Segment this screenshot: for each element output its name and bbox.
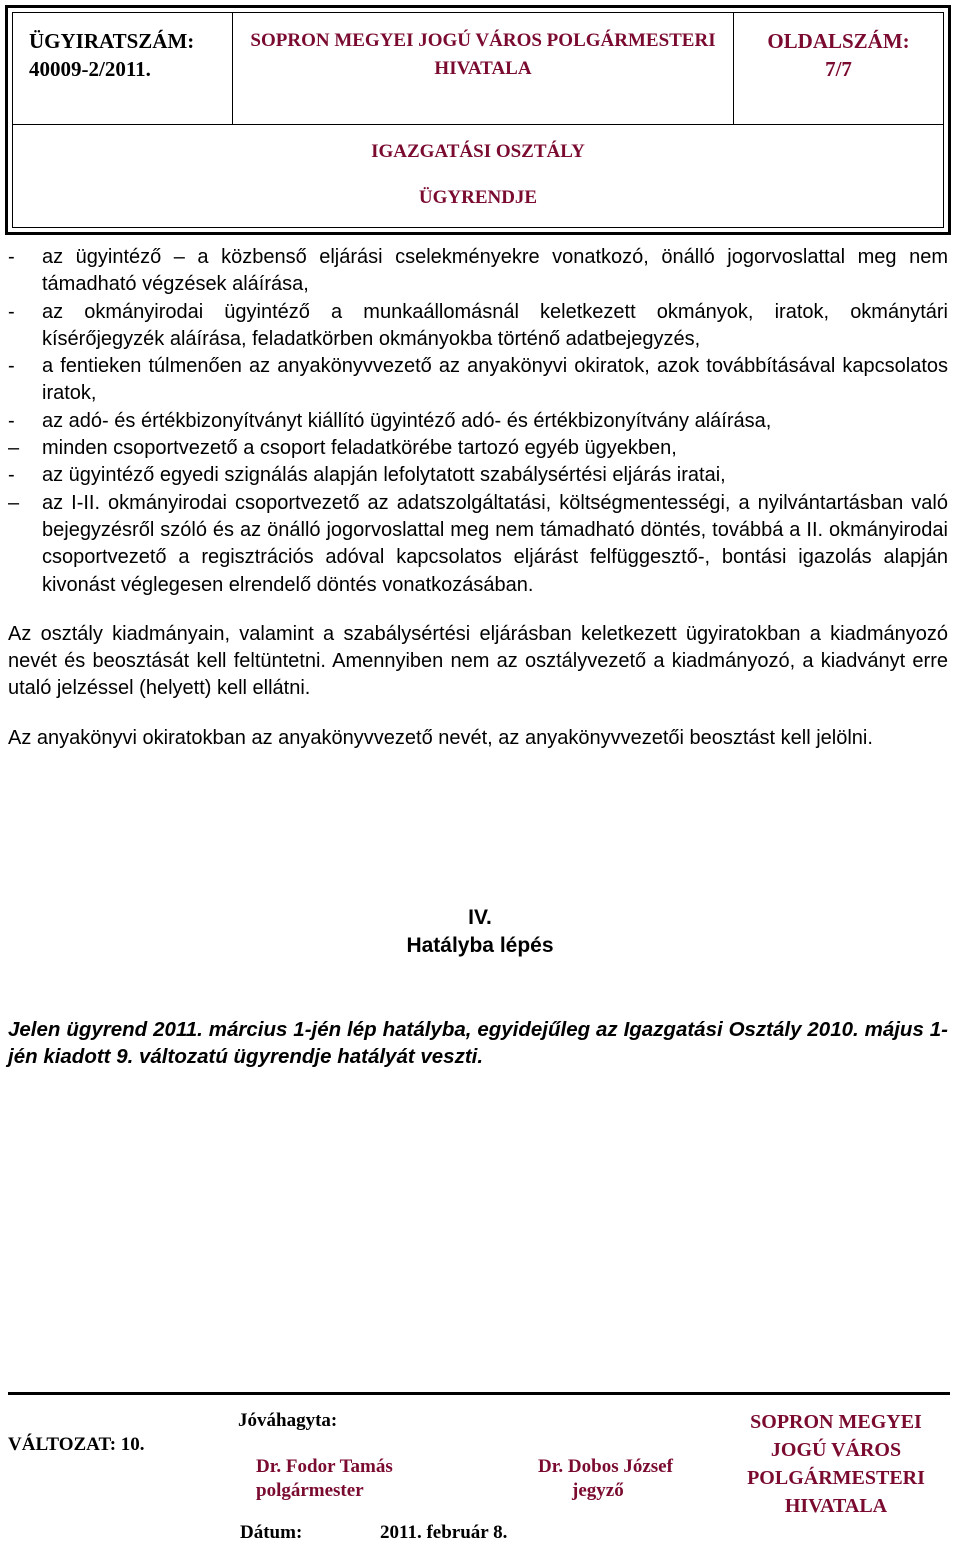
- case-number-label: ÜGYIRATSZÁM:: [29, 29, 195, 53]
- list-item-text: az adó- és értékbizonyítványt kiállító ügyintéző adó- és értékbizonyítvány aláírása,: [42, 409, 772, 432]
- paragraph-signature-rules: Az osztály kiadmányain, valamint a szabálysértési eljárásban keletkezett ügyiratokban a kiadmányozó nevét és beosztását kell feltüntetni. Amennyiben nem az osztályvezető a kiadmányozó, a kiadványt erre utaló jelzéssel (helyett) kell ellátni.: [8, 622, 948, 700]
- list-marker: –: [8, 437, 20, 460]
- list-item-text: az ügyintéző – a közbenső eljárási cselekményekre vonatkozó, önálló jogorvoslattal meg nem támadható végzések aláírása,: [42, 246, 948, 296]
- office-name-line1: SOPRON MEGYEI JOGÚ VÁROS POLGÁRMESTERI: [250, 30, 716, 51]
- list-item-text: a fentieken túlmenően az anyakönyvvezető az anyakönyvi okiratok, azok továbbításával kapcsolatos iratok,: [42, 355, 948, 405]
- signer2-title: jegyző: [572, 1480, 624, 1501]
- list-item-text: az I-II. okmányirodai csoportvezető az adatszolgáltatási, költségmentességi, a nyilvántartásban való bejegyzésről szóló és az önálló jogorvoslattal meg nem támadható döntés, továbbá a II. okmányirodai csoportvezető a regisztrációs adóval kapcsolatos eljárást felfüggesztő-, bontási igazolás alapján kivonást véglegesen elrendelő döntés vonatkozásában.: [42, 491, 948, 596]
- office-name-cell: [233, 13, 733, 125]
- case-number-cell: [13, 13, 233, 125]
- list-item: [8, 408, 948, 435]
- signer2-name: Dr. Dobos József: [538, 1456, 673, 1477]
- signer1-title: polgármester: [256, 1480, 364, 1501]
- page-number-label: OLDALSZÁM:: [767, 29, 910, 53]
- effective-date-statement: Jelen ügyrend 2011. március 1-jén lép hatályba, egyidejűleg az Igazgatási Osztály 2010. május 1-jén kiadott 9. változatú ügyrendje hatályát veszti.: [8, 1018, 948, 1068]
- list-marker: -: [8, 300, 15, 323]
- list-item: [8, 353, 948, 408]
- signer1-name: Dr. Fodor Tamás: [256, 1456, 393, 1477]
- section-number: IV.: [468, 906, 492, 929]
- department-name: IGAZGATÁSI OSZTÁLY: [371, 141, 585, 162]
- header-inner-frame: [12, 12, 944, 228]
- date-label: Dátum:: [240, 1522, 303, 1543]
- list-item-text: az ügyintéző egyedi szignálás alapján lefolytatott szabálysértési eljárás iratai,: [42, 464, 726, 487]
- section-title: Hatályba lépés: [406, 934, 554, 957]
- list-marker: –: [8, 491, 20, 514]
- footer-office-line: HIVATALA: [784, 1495, 888, 1517]
- approved-by-label: Jóváhagyta:: [238, 1410, 338, 1431]
- footer-divider: [8, 1392, 950, 1395]
- list-marker: -: [8, 355, 15, 378]
- list-marker: -: [8, 464, 15, 487]
- list-item-text: minden csoportvezető a csoport feladatkörébe tartozó egyéb ügyekben,: [42, 437, 677, 460]
- list-item: [8, 462, 948, 489]
- page-number-value: 7/7: [825, 57, 852, 81]
- list-item: [8, 490, 948, 599]
- department-cell: [13, 125, 943, 227]
- list-marker: -: [8, 409, 15, 432]
- document-type: ÜGYRENDJE: [418, 187, 538, 208]
- date-value: 2011. február 8.: [380, 1522, 508, 1543]
- footer-office-line: SOPRON MEGYEI: [750, 1411, 922, 1433]
- footer-office-name: [722, 1408, 950, 1520]
- version-label: VÁLTOZAT: 10.: [8, 1434, 145, 1455]
- list-marker: -: [8, 246, 15, 268]
- list-item: [8, 299, 948, 354]
- case-number-value: 40009-2/2011.: [29, 57, 151, 81]
- footer-office-line: POLGÁRMESTERI: [747, 1467, 925, 1489]
- page-number-cell: [733, 13, 943, 125]
- list-item-text: az okmányirodai ügyintéző a munkaállomásnál keletkezett okmányok, iratok, okmánytári kísérőjegyzék aláírása, feladatkörben okmányokba történő adatbejegyzés,: [42, 300, 948, 350]
- footer-office-line: JOGÚ VÁROS: [770, 1439, 902, 1461]
- document-header: [5, 5, 951, 235]
- document-body: [8, 244, 948, 752]
- list-item: [8, 244, 948, 299]
- list-item: [8, 435, 948, 462]
- office-name-line2: HIVATALA: [434, 58, 532, 79]
- paragraph-registry-rules: Az anyakönyvi okiratokban az anyakönyvvezető nevét, az anyakönyvvezetői beosztást kell jelölni.: [8, 726, 873, 749]
